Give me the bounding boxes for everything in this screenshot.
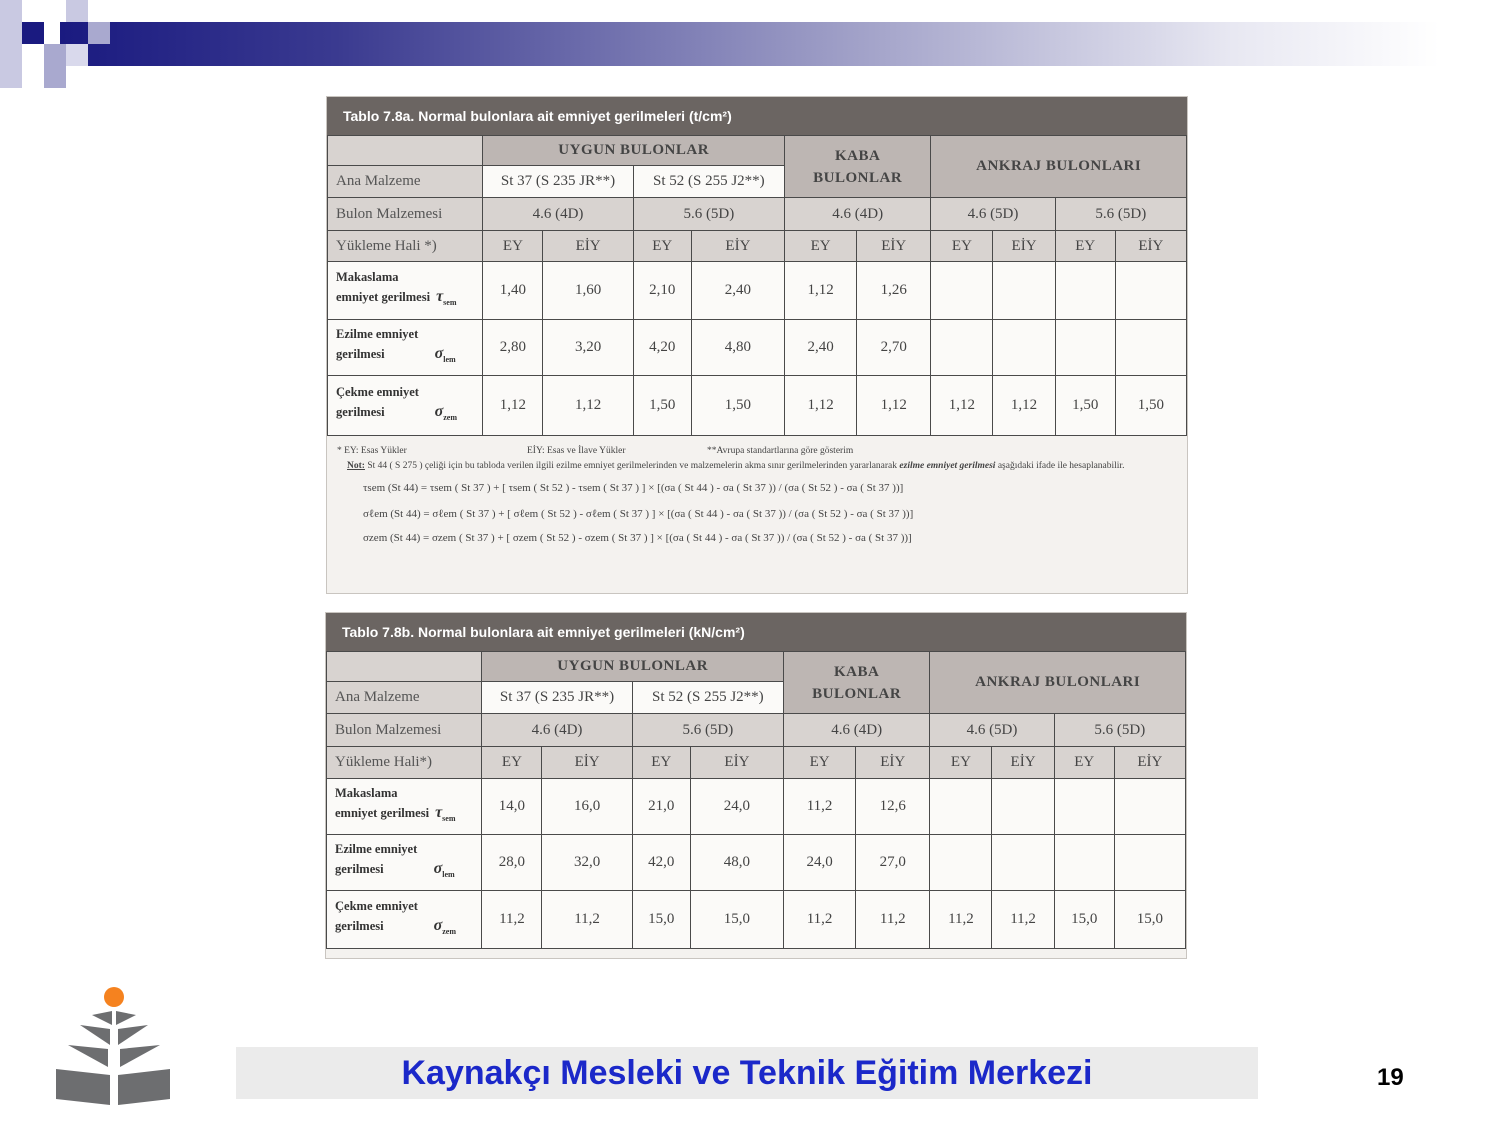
table-a-ana-2: St 52 (S 255 J2**) [633,166,784,198]
symbol-sub: sem [442,814,456,824]
table-b-load-9: EY [1054,747,1114,779]
table-a-group-kaba-text: KABA BULONLAR [813,147,903,186]
note-label: Not: [347,461,365,471]
table-a-bulon-3: 4.6 (4D) [785,198,931,231]
cell: 11,2 [930,891,992,949]
formula-tau: τsem (St 44) = τsem ( St 37 ) + [ τsem ( St 52 ) - τsem ( St 37 ) ] × [(σa ( St 44 ) - σa ( St 37 )) / (σa ( St 52 ) - σa ( St 37 ))] [363,482,904,494]
table-row [327,835,1186,891]
header-square-light [66,0,88,22]
table-b-load-10: EİY [1114,747,1185,779]
note-paragraph [337,459,1147,474]
table-b-label-bulon: Bulon Malzemesi [327,714,482,747]
cell: 1,50 [633,376,691,436]
table-a-row-label [328,320,483,376]
symbol-char: σ [434,345,444,363]
table-a-bulon-2: 5.6 (5D) [633,198,784,231]
symbol-sub: zem [443,413,457,423]
cell: 11,2 [542,891,632,949]
table-b-load-6: EİY [856,747,930,779]
cell: 15,0 [1114,891,1185,949]
table-b-row-label [327,891,482,949]
cell: 1,12 [993,376,1055,436]
table-b-bulon-5: 5.6 (5D) [1054,714,1185,747]
table-b-load-4: EİY [690,747,783,779]
cell [993,320,1055,376]
formula-sigma-z: σzem (St 44) = σzem ( St 37 ) + [ σzem ( St 52 ) - σzem ( St 37 ) ] × [(σa ( St 44 ) - σa ( St 37 )) / (σa ( St 52 ) - σa ( St 37 ))] [363,532,912,544]
cell [1055,262,1115,320]
cell: 15,0 [1054,891,1114,949]
cell [1054,779,1114,835]
cell [992,779,1054,835]
cell: 15,0 [632,891,690,949]
row-label-line2: emniyet gerilmesi [335,806,430,821]
note-end: aşağıdaki ifade ile hesaplanabilir. [997,461,1125,471]
row-label-line1: Çekme emniyet [335,899,418,914]
cell: 1,40 [483,262,543,320]
cell: 1,12 [931,376,993,436]
institution-name: Kaynakçı Mesleki ve Teknik Eğitim Merkezi [401,1054,1093,1092]
table-a-row-label [328,376,483,436]
cell [993,262,1055,320]
table-row [327,779,1186,835]
cell [930,835,992,891]
sigma-symbol [434,345,456,365]
cell: 28,0 [482,835,542,891]
table-a-bulon-1: 4.6 (4D) [483,198,633,231]
cell [992,835,1054,891]
cell: 11,2 [784,779,856,835]
table-a-group-uygun: UYGUN BULONLAR [483,136,785,166]
cell: 14,0 [482,779,542,835]
cell: 48,0 [690,835,783,891]
table-a-bulon-5: 5.6 (5D) [1055,198,1186,231]
table-a-load-9: EY [1055,231,1115,262]
row-label-line1: Makaslama [336,270,399,285]
cell [1114,835,1185,891]
cell: 1,12 [785,376,857,436]
cell: 1,50 [1115,376,1186,436]
cell: 21,0 [632,779,690,835]
cell [931,320,993,376]
table-row [327,891,1186,949]
table-row [328,262,1187,320]
cell: 32,0 [542,835,632,891]
legend-eiy: EİY: Esas ve İlave Yükler [527,446,626,456]
table-a-load-3: EY [633,231,691,262]
table-a-load-2: EİY [543,231,633,262]
institution-logo-icon [52,985,174,1107]
table-b-load-5: EY [784,747,856,779]
table-a-label-yukleme: Yükleme Hali *) [328,231,483,262]
cell: 3,20 [543,320,633,376]
table-a-group-ankraj: ANKRAJ BULONLARI [931,136,1187,198]
logo-leaf [80,1025,148,1045]
cell [1055,320,1115,376]
cell [931,262,993,320]
cell: 1,26 [857,262,931,320]
cell: 15,0 [690,891,783,949]
symbol-char: σ [434,403,444,421]
header-square-light [66,44,88,66]
table-a-load-7: EY [931,231,993,262]
table-b-ana-2: St 52 (S 255 J2**) [632,682,783,714]
table-b-label-yukleme: Yükleme Hali*) [327,747,482,779]
table-a-label-bulon: Bulon Malzemesi [328,198,483,231]
table-row [328,320,1187,376]
header-square-mid [88,22,110,44]
cell [1054,835,1114,891]
table-b [325,612,1187,959]
logo-leaf [92,1011,136,1025]
row-label-line2: gerilmesi [335,919,384,934]
table-a-load-10: EİY [1115,231,1186,262]
cell: 2,10 [633,262,691,320]
symbol-sub: lem [443,355,456,365]
cell: 1,12 [857,376,931,436]
symbol-sub: sem [443,298,457,308]
table-a-label-ana: Ana Malzeme [328,166,483,198]
cell: 1,12 [543,376,633,436]
row-label-line2: gerilmesi [335,862,384,877]
page-number: 19 [1377,1064,1404,1091]
cell: 16,0 [542,779,632,835]
symbol-sub: lem [442,870,455,880]
table-b-load-2: EİY [542,747,632,779]
table-b-group-kaba-text: KABA BULONLAR [812,663,902,702]
cell: 1,50 [1055,376,1115,436]
logo-book-right [118,1069,170,1105]
row-label-line2: emniyet gerilmesi [336,290,431,305]
symbol-sub: zem [442,927,456,937]
table-b-ana-1: St 37 (S 235 JR**) [482,682,632,714]
cell: 24,0 [690,779,783,835]
table-b-load-3: EY [632,747,690,779]
table-a-grid [327,135,1187,436]
table-b-group-ankraj: ANKRAJ BULONLARI [930,652,1186,714]
cell [1115,320,1186,376]
table-a-notes [327,436,1187,556]
symbol-char: σ [433,860,443,878]
tau-symbol [436,288,457,308]
cell: 4,80 [691,320,784,376]
cell [1114,779,1185,835]
cell: 2,70 [857,320,931,376]
cell: 1,50 [691,376,784,436]
table-b-row-label [327,779,482,835]
cell: 12,6 [856,779,930,835]
row-label-line1: Makaslama [335,786,398,801]
sigma-symbol [433,860,455,880]
cell: 42,0 [632,835,690,891]
table-a-corner [328,136,483,166]
symbol-char: σ [433,917,443,935]
table-b-load-1: EY [482,747,542,779]
table-b-bulon-1: 4.6 (4D) [482,714,632,747]
table-a-row-label [328,262,483,320]
table-b-load-8: EİY [992,747,1054,779]
table-b-group-kaba [784,652,930,714]
legend-ey: * EY: Esas Yükler [337,446,407,456]
cell: 11,2 [784,891,856,949]
table-a-bulon-4: 4.6 (5D) [931,198,1055,231]
symbol-char: τ [436,288,444,306]
cell [930,779,992,835]
table-a-load-5: EY [785,231,857,262]
symbol-char: τ [435,804,443,822]
table-row [328,376,1187,436]
table-b-corner [327,652,482,682]
table-a-load-8: EİY [993,231,1055,262]
header-square-dark [22,22,44,44]
table-a-group-kaba [785,136,931,198]
formula-sigma-l: σℓem (St 44) = σℓem ( St 37 ) + [ σℓem ( St 52 ) - σℓem ( St 37 ) ] × [(σa ( St 44 ) - σa ( St 37 )) / (σa ( St 52 ) - σa ( St 37 ))] [363,508,914,520]
note-emph: ezilme emniyet gerilmesi [899,461,996,471]
header-square-light [0,0,22,88]
cell: 11,2 [482,891,542,949]
table-b-row-label [327,835,482,891]
row-label-line2: gerilmesi [336,405,385,420]
row-label-line1: Ezilme emniyet [335,842,418,857]
note-text: St 44 ( S 275 ) çeliği için bu tabloda verilen ilgili ezilme emniyet gerilmelerinden ve malzemelerin akma sınır gerilmelerinden yararlanarak [367,461,898,471]
cell [1115,262,1186,320]
cell: 1,60 [543,262,633,320]
table-b-group-uygun: UYGUN BULONLAR [482,652,784,682]
table-b-label-ana: Ana Malzeme [327,682,482,714]
table-a-title: Tablo 7.8a. Normal bulonlara ait emniyet gerilmeleri (t/cm²) [327,97,1187,135]
table-a [326,96,1188,594]
header-square-mid [44,44,66,88]
row-label-line1: Ezilme emniyet [336,327,419,342]
cell: 2,80 [483,320,543,376]
table-b-grid [326,651,1186,949]
table-b-title: Tablo 7.8b. Normal bulonlara ait emniyet gerilmeleri (kN/cm²) [326,613,1186,651]
row-label-line1: Çekme emniyet [336,385,419,400]
logo-book-left [56,1069,110,1105]
table-b-bulon-2: 5.6 (5D) [632,714,783,747]
cell: 24,0 [784,835,856,891]
table-b-bulon-4: 4.6 (5D) [930,714,1054,747]
cell: 2,40 [785,320,857,376]
table-b-bulon-3: 4.6 (4D) [784,714,930,747]
cell: 1,12 [785,262,857,320]
table-b-load-7: EY [930,747,992,779]
legend-avrupa: **Avrupa standartlarına göre gösterim [707,446,854,456]
table-a-load-1: EY [483,231,543,262]
sigma-symbol [433,917,456,937]
sigma-symbol [434,403,457,423]
legend-line [337,444,1177,459]
cell: 27,0 [856,835,930,891]
cell: 11,2 [856,891,930,949]
tau-symbol [435,804,456,824]
cell: 4,20 [633,320,691,376]
table-a-load-6: EİY [857,231,931,262]
logo-sun [104,987,124,1007]
table-a-ana-1: St 37 (S 235 JR**) [483,166,633,198]
cell: 2,40 [691,262,784,320]
logo-leaf [68,1045,160,1067]
cell: 11,2 [992,891,1054,949]
header-gradient-bar [60,22,1440,66]
row-label-line2: gerilmesi [336,347,385,362]
cell: 1,12 [483,376,543,436]
table-a-load-4: EİY [691,231,784,262]
